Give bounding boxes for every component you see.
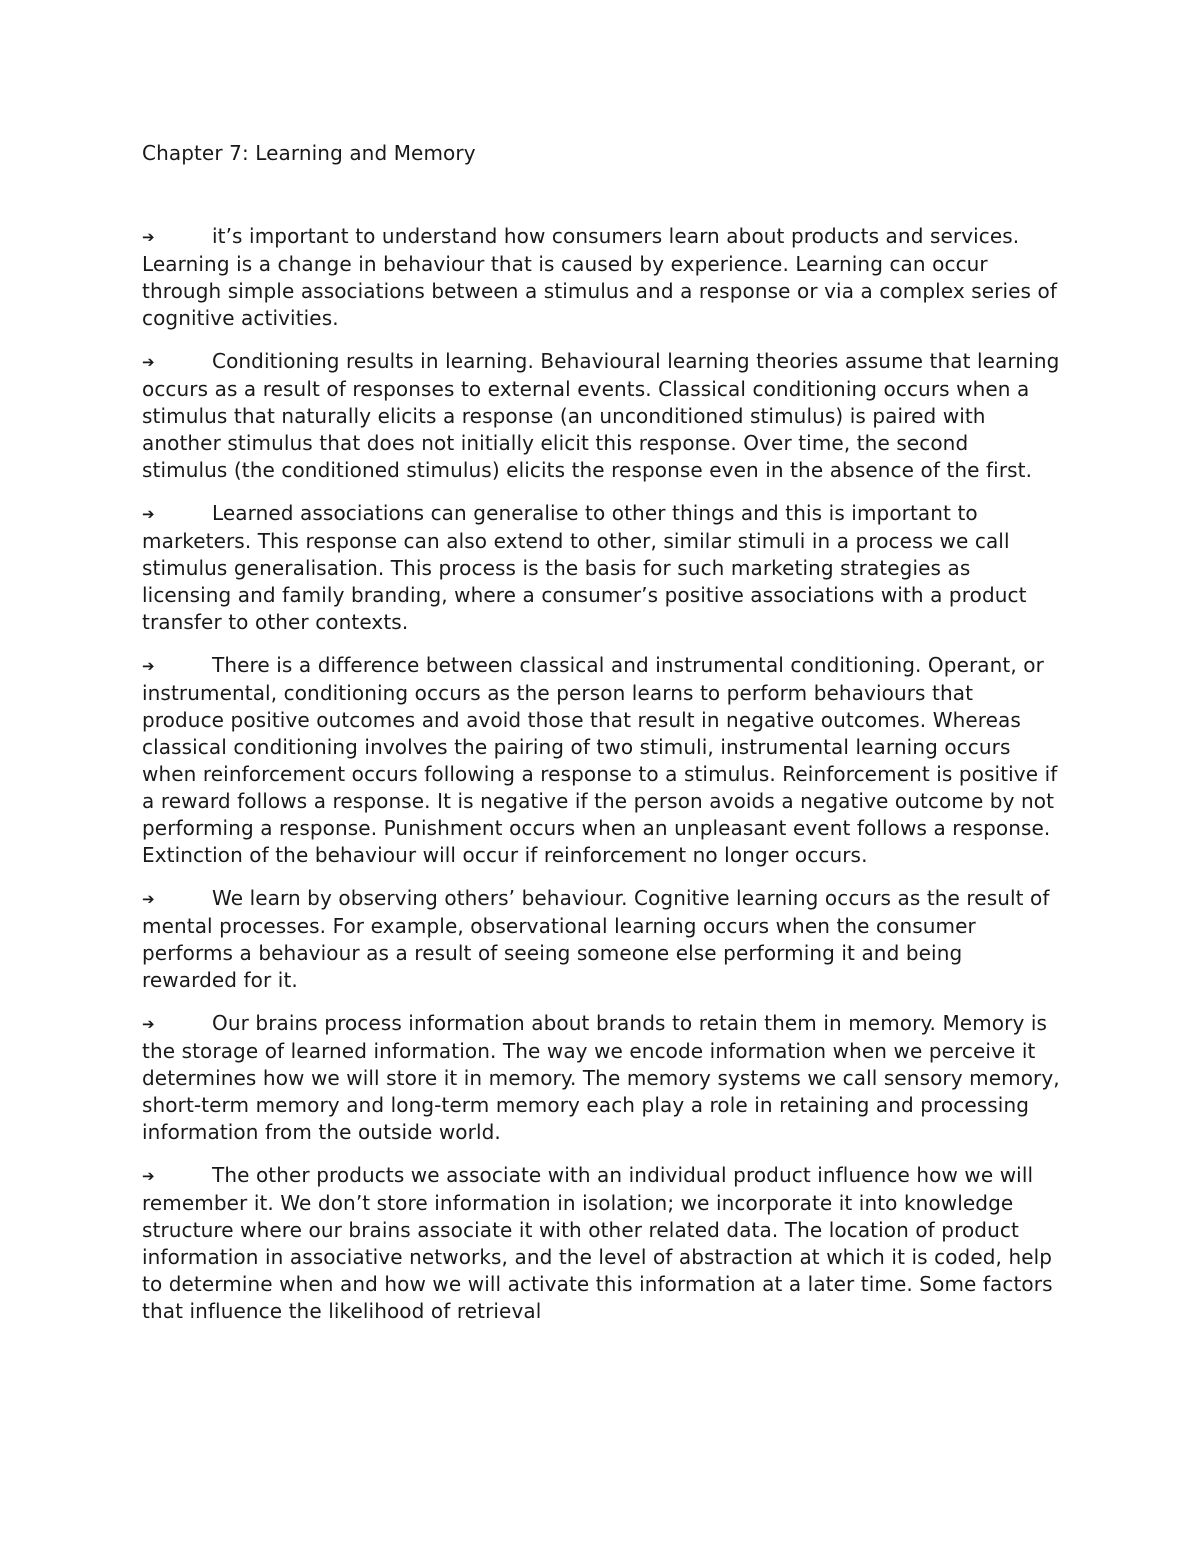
page-title: Chapter 7: Learning and Memory xyxy=(142,141,476,165)
right-arrow-icon: ➔ xyxy=(142,505,155,523)
paragraph-text: Learned associations can generalise to other things and this is important to marketers. This response can also extend to other, similar stimuli in a process we call stimulus generalisation. This process is the basis for such marketing strategies as licensing and family branding, where a consumer’s positive associations with a product transfer to other contexts. xyxy=(142,501,1027,634)
right-arrow-icon: ➔ xyxy=(142,228,155,246)
document-page xyxy=(142,139,1060,1341)
right-arrow-icon: ➔ xyxy=(142,353,155,371)
paragraph-text: We learn by observing others’ behaviour. Cognitive learning occurs as the result of mental processes. For example, observational learning occurs when the consumer performs a behaviour as a result of seeing someone else performing it and being rewarded for it. xyxy=(142,886,1050,992)
right-arrow-icon: ➔ xyxy=(142,1167,155,1185)
paragraph-text: Our brains process information about brands to retain them in memory. Memory is the storage of learned information. The way we encode information when we perceive it determines how we will store it in memory. The memory systems we call sensory memory, short-term memory and long-term memory each play a role in retaining and processing information from the outside world. xyxy=(142,1011,1060,1144)
right-arrow-icon: ➔ xyxy=(142,890,155,908)
bullet-paragraph xyxy=(142,348,1060,484)
bullet-paragraph xyxy=(142,223,1060,332)
paragraph-text: Conditioning results in learning. Behavioural learning theories assume that learning occurs as a result of responses to external events. Classical conditioning occurs when a stimulus that naturally elicits a response (an unconditioned stimulus) is paired with another stimulus that does not initially elicit this response. Over time, the second stimulus (the conditioned stimulus) elicits the response even in the absence of the first. xyxy=(142,349,1060,482)
bullet-paragraph xyxy=(142,1010,1060,1146)
paragraph-text: The other products we associate with an individual product influence how we will remember it. We don’t store information in isolation; we incorporate it into knowledge structure where our brains associate it with other related data. The location of product information in associative networks, and the level of abstraction at which it is coded, help to determine when and how we will activate this information at a later time. Some factors that influence the likelihood of retrieval xyxy=(142,1163,1053,1323)
paragraph-text: it’s important to understand how consumers learn about products and services. Learning is a change in behaviour that is caused by experience. Learning can occur through simple associations between a stimulus and a response or via a complex series of cognitive activities. xyxy=(142,224,1057,330)
paragraph-text: There is a difference between classical and instrumental conditioning. Operant, or instrumental, conditioning occurs as the person learns to perform behaviours that produce positive outcomes and avoid those that result in negative outcomes. Whereas classical conditioning involves the pairing of two stimuli, instrumental learning occurs when reinforcement occurs following a response to a stimulus. Reinforcement is positive if a reward follows a response. It is negative if the person avoids a negative outcome by not performing a response. Punishment occurs when an unpleasant event follows a response. Extinction of the behaviour will occur if reinforcement no longer occurs. xyxy=(142,653,1058,867)
right-arrow-icon: ➔ xyxy=(142,1015,155,1033)
right-arrow-icon: ➔ xyxy=(142,657,155,675)
bullet-paragraph xyxy=(142,885,1060,994)
bullet-paragraph xyxy=(142,1162,1060,1325)
bullet-paragraph xyxy=(142,500,1060,636)
bullet-paragraph xyxy=(142,652,1060,869)
